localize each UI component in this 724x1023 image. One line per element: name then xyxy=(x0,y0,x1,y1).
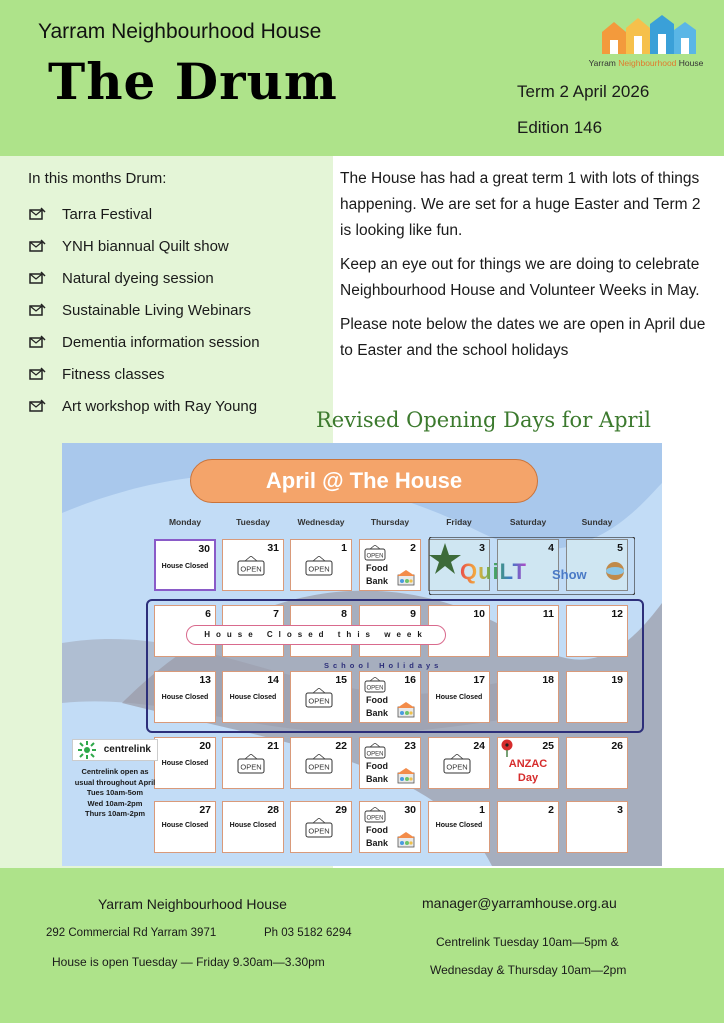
day-number: 20 xyxy=(199,740,211,752)
open-sign-icon xyxy=(364,743,386,759)
food-bank-icon xyxy=(396,832,416,848)
centrelink-hours: Centrelink open as usual throughout April Tues 10am-5om Wed 10am-2pm Thurs 10am-2pm xyxy=(74,767,156,818)
intro-paragraph: The House has had a great term 1 with lots of things happening. We are set for a huge Easter and Term 2 is looking like fun. xyxy=(340,170,701,239)
svg-text:OPEN: OPEN xyxy=(308,826,330,836)
calendar-day-cell xyxy=(290,539,352,591)
food-bank-icon xyxy=(396,570,416,586)
calendar-day-cell xyxy=(359,737,421,789)
house-closed-label: House Closed xyxy=(229,822,277,829)
calendar-title: April @ The House xyxy=(190,459,538,503)
open-sign-icon xyxy=(237,556,265,576)
food-bank-label: Food Bank xyxy=(366,761,389,784)
open-sign-icon xyxy=(237,754,265,774)
calendar-day-cell xyxy=(497,801,559,853)
calendar-day-cell xyxy=(154,737,216,789)
drum-bullet-icon xyxy=(28,399,46,413)
weekday-header: Wednesday xyxy=(297,517,345,527)
calendar-day-cell xyxy=(154,801,216,853)
weekday-header: Friday xyxy=(446,517,472,527)
contents-heading: In this months Drum: xyxy=(28,170,167,187)
calendar-day-cell xyxy=(359,539,421,591)
day-number: 23 xyxy=(404,740,416,752)
day-number: 1 xyxy=(341,542,347,554)
food-bank-label: Food Bank xyxy=(366,695,389,718)
calendar-day-cell xyxy=(428,737,490,789)
day-number: 18 xyxy=(542,674,554,686)
contents-item xyxy=(28,262,260,294)
house-closed-label: House Closed xyxy=(161,563,209,570)
contents-item-label: Fitness classes xyxy=(62,365,165,383)
svg-text:OPEN: OPEN xyxy=(366,553,384,560)
day-number: 1 xyxy=(479,804,485,816)
house-closed-label: House Closed xyxy=(161,694,209,701)
day-number: 21 xyxy=(267,740,279,752)
day-number: 12 xyxy=(611,608,623,620)
svg-text:OPEN: OPEN xyxy=(308,762,330,772)
houses-icon xyxy=(582,14,710,58)
calendar-day-cell xyxy=(566,737,628,789)
day-number: 6 xyxy=(205,608,211,620)
svg-text:OPEN: OPEN xyxy=(366,751,384,758)
footer-hours: House is open Tuesday — Friday 9.30am—3.30pm xyxy=(52,955,325,969)
drum-bullet-icon xyxy=(28,207,46,221)
day-number: 9 xyxy=(410,608,416,620)
day-number: 17 xyxy=(473,674,485,686)
calendar-day-cell xyxy=(222,737,284,789)
open-sign-icon xyxy=(305,818,333,838)
food-bank-label: Food Bank xyxy=(366,563,389,586)
contents-item-label: Dementia information session xyxy=(62,333,260,351)
day-number: 27 xyxy=(199,804,211,816)
contents-item xyxy=(28,390,260,422)
contents-item xyxy=(28,294,260,326)
day-number: 30 xyxy=(198,543,210,555)
april-calendar xyxy=(62,443,662,866)
open-sign-icon xyxy=(364,807,386,823)
day-number: 31 xyxy=(267,542,279,554)
school-holidays-label: School Holidays xyxy=(324,661,443,670)
day-number: 16 xyxy=(404,674,416,686)
footer-address: 292 Commercial Rd Yarram 3971 xyxy=(46,927,217,939)
house-logo xyxy=(582,14,710,72)
day-number: 26 xyxy=(611,740,623,752)
house-closed-week-banner: House Closed this week xyxy=(186,625,446,645)
contents-item xyxy=(28,358,260,390)
food-bank-label: Food Bank xyxy=(366,825,389,848)
footer-email[interactable]: manager@yarramhouse.org.au xyxy=(422,895,617,911)
day-number: 14 xyxy=(267,674,279,686)
revised-heading: Revised Opening Days for April xyxy=(316,408,651,432)
day-number: 24 xyxy=(473,740,485,752)
weekday-header: Monday xyxy=(168,517,202,527)
house-closed-label: House Closed xyxy=(435,822,483,829)
day-number: 13 xyxy=(199,674,211,686)
calendar-day-cell xyxy=(428,801,490,853)
day-number: 22 xyxy=(335,740,347,752)
intro-paragraph: Keep an eye out for things we are doing to celebrate Neighbourhood House and Volunteer Weeks in May. xyxy=(340,256,700,299)
svg-text:OPEN: OPEN xyxy=(240,564,262,574)
day-number: 30 xyxy=(404,804,416,816)
drum-bullet-icon xyxy=(28,239,46,253)
drum-bullet-icon xyxy=(28,367,46,381)
contents-item-label: Sustainable Living Webinars xyxy=(62,301,252,319)
drum-bullet-icon xyxy=(28,271,46,285)
drum-bullet-icon xyxy=(28,335,46,349)
day-number: 5 xyxy=(617,542,623,554)
footer-centrelink-line-1: Centrelink Tuesday 10am—5pm & xyxy=(436,935,619,949)
day-number: 10 xyxy=(473,608,485,620)
contents-item xyxy=(28,230,260,262)
anzac-day-label: ANZAC Day xyxy=(508,758,548,784)
term-label: Term 2 April 2026 xyxy=(517,82,650,101)
centrelink-logo: centrelink xyxy=(72,739,158,761)
quilt-title: QuiLT xyxy=(460,559,527,584)
contents-list xyxy=(28,198,260,422)
quilt-show-label: Show xyxy=(552,567,587,582)
svg-text:OPEN: OPEN xyxy=(446,762,468,772)
edition-label: Edition 146 xyxy=(517,118,603,137)
calendar-day-cell xyxy=(290,737,352,789)
house-closed-label: House Closed xyxy=(161,760,209,767)
day-number: 19 xyxy=(611,674,623,686)
centrelink-notice xyxy=(72,739,158,820)
day-number: 15 xyxy=(335,674,347,686)
food-bank-icon xyxy=(396,768,416,784)
intro-paragraph: Please note below the dates we are open in April due to Easter and the school holidays xyxy=(340,316,706,359)
day-number: 11 xyxy=(542,608,554,620)
svg-text:OPEN: OPEN xyxy=(308,696,330,706)
open-sign-icon xyxy=(305,556,333,576)
day-number: 8 xyxy=(341,608,347,620)
drum-bullet-icon xyxy=(28,303,46,317)
weekday-header: Sunday xyxy=(581,517,613,527)
svg-text:OPEN: OPEN xyxy=(366,685,384,692)
footer-org-name: Yarram Neighbourhood House xyxy=(98,896,287,912)
intro-text xyxy=(340,166,710,372)
contents-item-label: Tarra Festival xyxy=(62,205,153,223)
day-number: 3 xyxy=(617,804,623,816)
contents-item-label: Natural dyeing session xyxy=(62,269,214,287)
house-closed-label: House Closed xyxy=(161,822,209,829)
weekday-header: Saturday xyxy=(509,517,547,527)
calendar-day-cell xyxy=(359,801,421,853)
open-sign-icon xyxy=(305,754,333,774)
calendar-day-cell xyxy=(154,539,216,591)
open-sign-icon xyxy=(364,545,386,561)
contents-item-label: YNH biannual Quilt show xyxy=(62,237,229,255)
day-number: 2 xyxy=(548,804,554,816)
house-closed-label: House Closed xyxy=(229,694,277,701)
org-title: Yarram Neighbourhood House xyxy=(38,20,322,43)
calendar-day-cell xyxy=(566,801,628,853)
house-closed-label: House Closed xyxy=(435,694,483,701)
contents-item xyxy=(28,326,260,358)
calendar-day-cell xyxy=(290,801,352,853)
day-number: 28 xyxy=(267,804,279,816)
day-number: 3 xyxy=(479,542,485,554)
day-number: 25 xyxy=(542,740,554,752)
svg-text:OPEN: OPEN xyxy=(308,564,330,574)
footer-centrelink-line-2: Wednesday & Thursday 10am—2pm xyxy=(430,963,627,977)
contents-item-label: Art workshop with Ray Young xyxy=(62,397,258,415)
svg-text:OPEN: OPEN xyxy=(240,762,262,772)
open-sign-icon xyxy=(443,754,471,774)
weekday-header: Thursday xyxy=(370,517,410,527)
svg-text:OPEN: OPEN xyxy=(366,815,384,822)
newsletter-title: The Drum xyxy=(48,52,338,111)
footer-phone: Ph 03 5182 6294 xyxy=(264,927,352,939)
day-number: 29 xyxy=(335,804,347,816)
weekday-header: Tuesday xyxy=(236,517,270,527)
day-number: 7 xyxy=(273,608,279,620)
logo-text: Yarram Neighbourhood House xyxy=(588,58,704,68)
day-number: 2 xyxy=(410,542,416,554)
poppy-icon xyxy=(499,739,515,762)
calendar-day-cell xyxy=(222,801,284,853)
day-number: 4 xyxy=(548,542,554,554)
contents-item xyxy=(28,198,260,230)
calendar-day-cell xyxy=(222,539,284,591)
